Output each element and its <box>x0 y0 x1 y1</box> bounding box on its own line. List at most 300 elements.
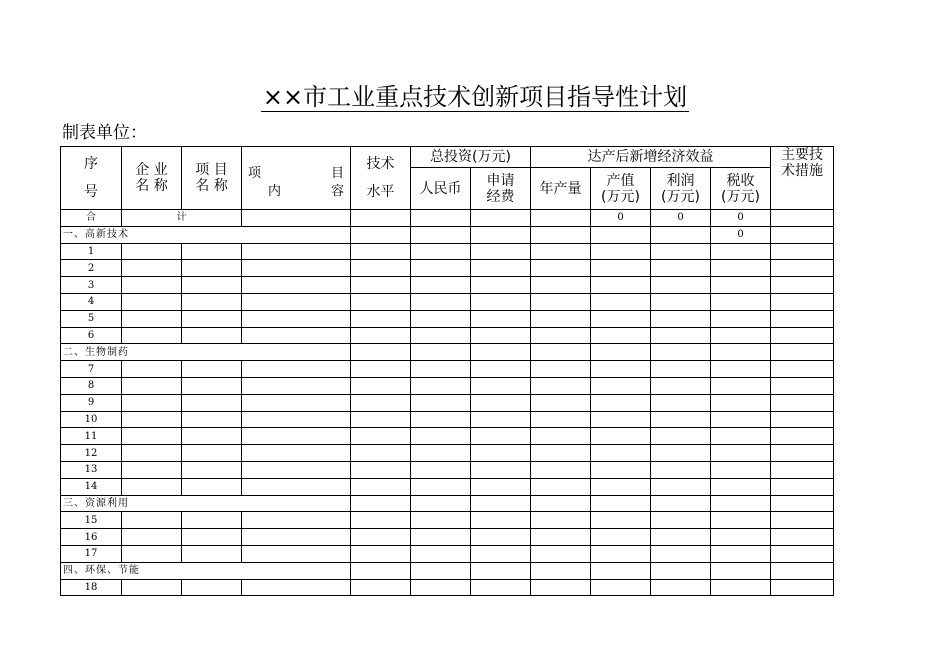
table-row <box>61 394 834 411</box>
row-number: 16 <box>61 529 122 546</box>
header-tax: 税收 (万元) <box>711 168 771 210</box>
table-cell[interactable] <box>591 445 651 462</box>
table-cell[interactable] <box>122 327 182 344</box>
table-cell[interactable] <box>591 411 651 428</box>
table-cell[interactable] <box>591 495 651 512</box>
table-cell[interactable] <box>122 579 182 596</box>
table-cell[interactable] <box>771 293 834 310</box>
table-cell[interactable] <box>351 495 411 512</box>
table-cell[interactable] <box>711 293 771 310</box>
table-cell[interactable] <box>182 293 242 310</box>
table-cell[interactable] <box>242 377 351 394</box>
row-number: 15 <box>61 512 122 529</box>
table-cell[interactable] <box>591 562 651 579</box>
section-tax <box>711 344 771 361</box>
section-title: 三、资源利用 <box>61 495 351 512</box>
table-cell[interactable] <box>591 428 651 445</box>
table-row <box>61 445 834 462</box>
row-number: 3 <box>61 277 122 294</box>
table-cell[interactable] <box>711 445 771 462</box>
table-cell[interactable] <box>351 277 411 294</box>
table-cell[interactable] <box>351 243 411 260</box>
section-tax: 0 <box>711 226 771 243</box>
table-cell[interactable] <box>242 579 351 596</box>
table-cell[interactable] <box>771 361 834 378</box>
table-cell[interactable] <box>771 344 834 361</box>
table-cell[interactable] <box>182 310 242 327</box>
table-cell[interactable] <box>122 377 182 394</box>
table-cell[interactable] <box>771 226 834 243</box>
table-cell[interactable] <box>531 411 591 428</box>
table-cell[interactable] <box>411 377 471 394</box>
row-number: 4 <box>61 293 122 310</box>
table-cell[interactable] <box>122 310 182 327</box>
table-cell[interactable] <box>531 293 591 310</box>
table-row <box>61 545 834 562</box>
row-number: 18 <box>61 579 122 596</box>
header-benefit: 达产后新增经济效益 <box>531 147 771 168</box>
table-cell[interactable] <box>531 445 591 462</box>
table-row <box>61 579 834 596</box>
section-tax <box>711 495 771 512</box>
table-cell[interactable] <box>411 562 471 579</box>
table-cell[interactable] <box>471 361 531 378</box>
table-cell[interactable] <box>531 512 591 529</box>
table-cell[interactable] <box>651 529 711 546</box>
table-cell[interactable] <box>351 579 411 596</box>
table-cell[interactable] <box>122 411 182 428</box>
table-cell[interactable] <box>122 361 182 378</box>
table-cell[interactable] <box>182 512 242 529</box>
table-cell[interactable] <box>351 428 411 445</box>
table-cell[interactable] <box>242 293 351 310</box>
table-cell[interactable] <box>471 545 531 562</box>
table-cell[interactable] <box>531 428 591 445</box>
table-cell[interactable] <box>122 529 182 546</box>
table-cell[interactable] <box>771 327 834 344</box>
table-cell[interactable] <box>531 210 591 227</box>
table-cell[interactable] <box>711 411 771 428</box>
table-cell[interactable] <box>591 545 651 562</box>
header-content: 项 目 内 容 <box>242 147 351 210</box>
table-cell[interactable] <box>411 495 471 512</box>
table-cell[interactable] <box>122 243 182 260</box>
table-cell[interactable] <box>411 512 471 529</box>
table-cell[interactable] <box>122 277 182 294</box>
header-output-value: 产值 (万元) <box>591 168 651 210</box>
table-cell[interactable] <box>182 377 242 394</box>
table-cell[interactable] <box>122 512 182 529</box>
table-cell[interactable] <box>471 478 531 495</box>
table-cell[interactable] <box>471 210 531 227</box>
table-cell[interactable] <box>771 478 834 495</box>
table-cell[interactable] <box>351 377 411 394</box>
table-cell[interactable] <box>411 293 471 310</box>
table-cell[interactable] <box>651 293 711 310</box>
table-cell[interactable] <box>471 327 531 344</box>
table-cell[interactable] <box>531 377 591 394</box>
row-number: 1 <box>61 243 122 260</box>
table-cell[interactable] <box>471 243 531 260</box>
table-row <box>61 478 834 495</box>
table-cell[interactable] <box>182 411 242 428</box>
table-cell[interactable] <box>531 243 591 260</box>
table-cell[interactable] <box>531 478 591 495</box>
table-cell[interactable] <box>351 310 411 327</box>
table-cell[interactable] <box>651 428 711 445</box>
table-cell[interactable] <box>351 445 411 462</box>
table-row <box>61 461 834 478</box>
plan-table <box>60 146 834 596</box>
table-cell[interactable] <box>411 210 471 227</box>
table-cell[interactable] <box>411 277 471 294</box>
table-cell[interactable] <box>242 529 351 546</box>
table-cell[interactable] <box>711 394 771 411</box>
table-cell[interactable] <box>591 512 651 529</box>
table-cell[interactable] <box>182 327 242 344</box>
table-cell[interactable] <box>242 512 351 529</box>
table-cell[interactable] <box>531 344 591 361</box>
table-cell[interactable] <box>182 579 242 596</box>
table-cell[interactable] <box>411 243 471 260</box>
table-cell[interactable] <box>411 411 471 428</box>
table-cell[interactable] <box>122 445 182 462</box>
section-row <box>61 562 834 579</box>
table-cell[interactable] <box>591 361 651 378</box>
table-cell[interactable] <box>351 529 411 546</box>
table-row <box>61 293 834 310</box>
table-cell[interactable] <box>182 478 242 495</box>
table-cell[interactable] <box>591 243 651 260</box>
table-cell[interactable] <box>771 411 834 428</box>
table-cell[interactable] <box>531 260 591 277</box>
table-cell[interactable] <box>651 277 711 294</box>
table-cell[interactable] <box>771 579 834 596</box>
table-cell[interactable] <box>122 461 182 478</box>
table-cell[interactable] <box>411 445 471 462</box>
table-cell[interactable] <box>651 512 711 529</box>
table-row <box>61 327 834 344</box>
table-cell[interactable] <box>771 512 834 529</box>
table-cell[interactable] <box>771 495 834 512</box>
table-cell[interactable] <box>351 545 411 562</box>
table-cell[interactable] <box>531 226 591 243</box>
header-rmb: 人民币 <box>411 168 471 210</box>
unit-label: 制表单位： <box>62 123 147 143</box>
table-cell[interactable] <box>711 243 771 260</box>
table-cell[interactable] <box>242 445 351 462</box>
total-output-value: 0 <box>591 210 651 227</box>
table-cell[interactable] <box>471 344 531 361</box>
table-row <box>61 411 834 428</box>
table-cell[interactable] <box>471 579 531 596</box>
table-cell[interactable] <box>351 411 411 428</box>
table-cell[interactable] <box>411 361 471 378</box>
table-cell[interactable] <box>531 461 591 478</box>
table-cell[interactable] <box>771 445 834 462</box>
header-tech-level: 技术 水平 <box>351 147 411 210</box>
row-number: 12 <box>61 445 122 462</box>
table-cell[interactable] <box>471 445 531 462</box>
table-cell[interactable] <box>471 293 531 310</box>
table-cell[interactable] <box>591 394 651 411</box>
table-cell[interactable] <box>351 210 411 227</box>
table-cell[interactable] <box>651 361 711 378</box>
table-cell[interactable] <box>182 277 242 294</box>
table-cell[interactable] <box>122 428 182 445</box>
header-measures: 主要技 术措施 <box>771 147 834 210</box>
table-cell[interactable] <box>591 260 651 277</box>
title-text: ××市工业重点技术创新项目指导性计划 <box>262 83 688 111</box>
table-cell[interactable] <box>242 411 351 428</box>
table-cell[interactable] <box>351 226 411 243</box>
table-cell[interactable] <box>471 260 531 277</box>
table-cell[interactable] <box>471 226 531 243</box>
table-cell[interactable] <box>711 277 771 294</box>
table-cell[interactable] <box>411 529 471 546</box>
table-cell[interactable] <box>471 529 531 546</box>
table-cell[interactable] <box>351 260 411 277</box>
table-row <box>61 277 834 294</box>
row-number: 17 <box>61 545 122 562</box>
table-cell[interactable] <box>242 545 351 562</box>
table-cell[interactable] <box>531 327 591 344</box>
row-number: 2 <box>61 260 122 277</box>
table-cell[interactable] <box>122 260 182 277</box>
table-cell[interactable] <box>711 461 771 478</box>
table-cell[interactable] <box>471 495 531 512</box>
table-cell[interactable] <box>471 377 531 394</box>
table-cell[interactable] <box>711 361 771 378</box>
table-cell[interactable] <box>651 226 711 243</box>
table-cell[interactable] <box>122 545 182 562</box>
section-row <box>61 226 834 243</box>
table-cell[interactable] <box>591 293 651 310</box>
table-cell[interactable] <box>651 445 711 462</box>
table-cell[interactable] <box>591 226 651 243</box>
total-row <box>61 210 834 227</box>
row-number: 7 <box>61 361 122 378</box>
table-cell[interactable] <box>771 210 834 227</box>
table-cell[interactable] <box>591 478 651 495</box>
table-cell[interactable] <box>771 529 834 546</box>
table-cell[interactable] <box>471 310 531 327</box>
table-row <box>61 512 834 529</box>
table-cell[interactable] <box>531 545 591 562</box>
table-cell[interactable] <box>651 394 711 411</box>
table-cell[interactable] <box>351 293 411 310</box>
table-cell[interactable] <box>351 344 411 361</box>
header-annual-output: 年产量 <box>531 168 591 210</box>
table-cell[interactable] <box>711 512 771 529</box>
table-cell[interactable] <box>411 428 471 445</box>
table-cell[interactable] <box>591 344 651 361</box>
table-cell[interactable] <box>411 260 471 277</box>
table-cell[interactable] <box>182 529 242 546</box>
table-cell[interactable] <box>711 310 771 327</box>
table-cell[interactable] <box>711 579 771 596</box>
table-cell[interactable] <box>771 394 834 411</box>
table-cell[interactable] <box>771 277 834 294</box>
table-cell[interactable] <box>242 394 351 411</box>
table-cell[interactable] <box>182 394 242 411</box>
table-cell[interactable] <box>411 545 471 562</box>
table-cell[interactable] <box>651 545 711 562</box>
table-row <box>61 310 834 327</box>
table-cell[interactable] <box>351 512 411 529</box>
table-cell[interactable] <box>182 260 242 277</box>
table-cell[interactable] <box>182 461 242 478</box>
table-cell[interactable] <box>651 327 711 344</box>
table-cell[interactable] <box>771 260 834 277</box>
table-cell[interactable] <box>711 327 771 344</box>
table-cell[interactable] <box>351 461 411 478</box>
table-cell[interactable] <box>531 579 591 596</box>
table-cell[interactable] <box>242 478 351 495</box>
table-cell[interactable] <box>531 562 591 579</box>
table-cell[interactable] <box>651 461 711 478</box>
table-cell[interactable] <box>591 277 651 294</box>
section-title: 二、生物制药 <box>61 344 351 361</box>
table-cell[interactable] <box>351 562 411 579</box>
table-cell[interactable] <box>471 428 531 445</box>
table-cell[interactable] <box>242 327 351 344</box>
row-number: 5 <box>61 310 122 327</box>
table-cell[interactable] <box>771 562 834 579</box>
table-cell[interactable] <box>471 512 531 529</box>
table-cell[interactable] <box>471 411 531 428</box>
table-cell[interactable] <box>182 545 242 562</box>
table-cell[interactable] <box>471 394 531 411</box>
table-cell[interactable] <box>711 478 771 495</box>
table-cell[interactable] <box>531 361 591 378</box>
table-cell[interactable] <box>351 327 411 344</box>
table-cell[interactable] <box>651 310 711 327</box>
table-cell[interactable] <box>242 428 351 445</box>
table-cell[interactable] <box>471 461 531 478</box>
row-number: 13 <box>61 461 122 478</box>
table-cell[interactable] <box>651 344 711 361</box>
table-cell[interactable] <box>651 411 711 428</box>
table-cell[interactable] <box>711 260 771 277</box>
row-number: 8 <box>61 377 122 394</box>
section-row <box>61 495 834 512</box>
section-tax <box>711 562 771 579</box>
table-cell[interactable] <box>411 226 471 243</box>
table-cell[interactable] <box>771 243 834 260</box>
row-number: 11 <box>61 428 122 445</box>
table-cell[interactable] <box>711 377 771 394</box>
table-cell[interactable] <box>182 445 242 462</box>
table-cell[interactable] <box>351 361 411 378</box>
table-cell[interactable] <box>182 428 242 445</box>
row-number: 6 <box>61 327 122 344</box>
table-cell[interactable] <box>242 277 351 294</box>
table-cell[interactable] <box>711 545 771 562</box>
table-cell[interactable] <box>591 327 651 344</box>
table-row <box>61 260 834 277</box>
row-number: 9 <box>61 394 122 411</box>
table-cell[interactable] <box>411 478 471 495</box>
table-cell[interactable] <box>122 394 182 411</box>
table-cell[interactable] <box>242 361 351 378</box>
table-cell[interactable] <box>351 478 411 495</box>
row-number: 14 <box>61 478 122 495</box>
table-cell[interactable] <box>531 277 591 294</box>
table-cell[interactable] <box>771 428 834 445</box>
table-row <box>61 428 834 445</box>
table-row <box>61 361 834 378</box>
table-row <box>61 243 834 260</box>
table-cell[interactable] <box>122 293 182 310</box>
table-cell[interactable] <box>411 327 471 344</box>
table-cell[interactable] <box>471 277 531 294</box>
table-cell[interactable] <box>411 579 471 596</box>
table-cell[interactable] <box>651 478 711 495</box>
table-cell[interactable] <box>711 428 771 445</box>
table-cell[interactable] <box>411 394 471 411</box>
table-row <box>61 377 834 394</box>
table-cell[interactable] <box>651 579 711 596</box>
table-cell[interactable] <box>351 394 411 411</box>
section-title: 一、高新技术 <box>61 226 351 243</box>
table-cell[interactable] <box>411 461 471 478</box>
table-cell[interactable] <box>591 377 651 394</box>
table-cell[interactable] <box>122 478 182 495</box>
table-cell[interactable] <box>531 495 591 512</box>
table-cell[interactable] <box>711 529 771 546</box>
table-cell[interactable] <box>182 361 242 378</box>
total-label-left: 合 <box>61 210 122 227</box>
table-cell[interactable] <box>591 529 651 546</box>
table-cell[interactable] <box>771 310 834 327</box>
header-investment: 总投资(万元) <box>411 147 531 168</box>
table-cell[interactable] <box>771 461 834 478</box>
table-row <box>61 529 834 546</box>
table-cell[interactable] <box>651 243 711 260</box>
table-cell[interactable] <box>591 579 651 596</box>
table-cell[interactable] <box>651 562 711 579</box>
table-cell[interactable] <box>242 461 351 478</box>
table-cell[interactable] <box>242 210 351 227</box>
table-cell[interactable] <box>591 461 651 478</box>
header-project: 项 目 名 称 <box>182 147 242 210</box>
table-cell[interactable] <box>651 260 711 277</box>
table-cell[interactable] <box>651 495 711 512</box>
table-cell[interactable] <box>242 310 351 327</box>
table-cell[interactable] <box>242 260 351 277</box>
page-title <box>0 82 950 112</box>
table-cell[interactable] <box>771 545 834 562</box>
table-cell[interactable] <box>771 377 834 394</box>
total-profit: 0 <box>651 210 711 227</box>
table-cell[interactable] <box>411 344 471 361</box>
table-cell[interactable] <box>591 310 651 327</box>
header-apply-funds: 申请 经费 <box>471 168 531 210</box>
table-cell[interactable] <box>531 310 591 327</box>
table-cell[interactable] <box>182 243 242 260</box>
table-cell[interactable] <box>471 562 531 579</box>
table-cell[interactable] <box>651 377 711 394</box>
table-cell[interactable] <box>411 310 471 327</box>
row-number: 10 <box>61 411 122 428</box>
table-cell[interactable] <box>531 529 591 546</box>
section-title: 四、环保、节能 <box>61 562 351 579</box>
total-tax: 0 <box>711 210 771 227</box>
table-cell[interactable] <box>531 394 591 411</box>
table-cell[interactable] <box>242 243 351 260</box>
section-row <box>61 344 834 361</box>
